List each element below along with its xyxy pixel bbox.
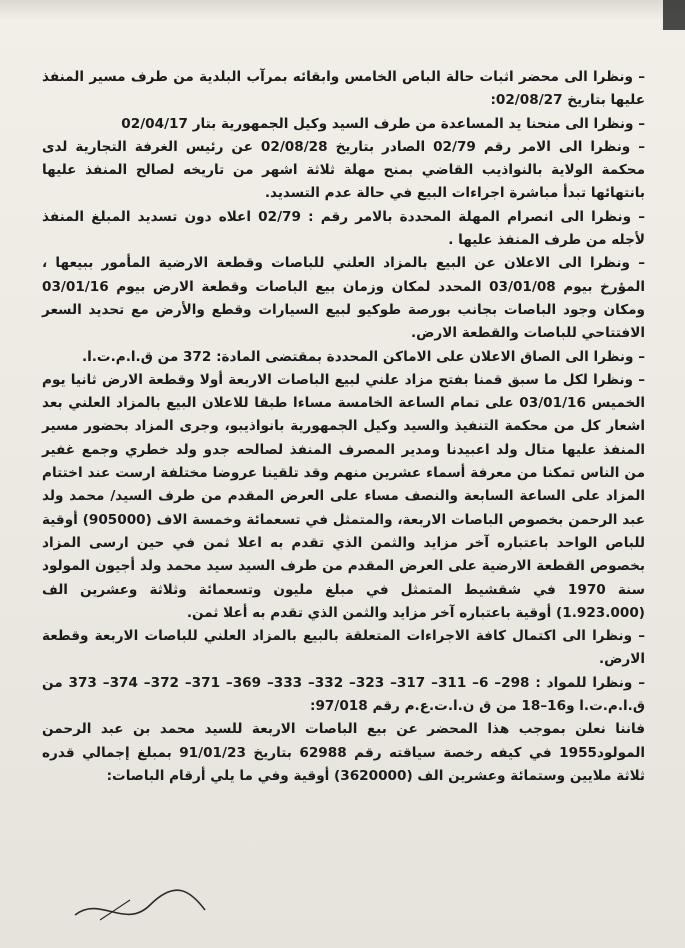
paragraph-2: – ونظرا الى منحنا يد المساعدة من طرف السيد وكيل الجمهورية بتار 02/04/17 [121, 115, 645, 132]
paragraph-9: – ونظرا للمواد : 298– 6– 311– 317– 323– 332– 333– 369– 371– 372– 374– 373 من ق.ا.م.ت.ا و16–18 من ق ن.ا.ت.ع.م رقم 97/018: [42, 674, 645, 715]
paragraph-7: – ونظرا لكل ما سبق قمنا بفتح مزاد علني لبيع الباصات الاربعة أولا وقطعة الارض ثانيا يوم الخميس 03/01/16 على تمام الساعة الخامسة مساءا طبقا للاعلان البيع بالمزاد العلني بعد اشعار كل من محكمة التنفيذ والسيد وكيل الجمهورية بانواذيبو، وجرى المزاد بحضور مسير المنفذ عليها متال ولد اعبيدنا ومدير المصرف المنفذ لصالحه جدو ولد خطري وجمع غفير من الناس تمكنا من معرفة أسماء عشرين منهم وقد تلقينا عروضا مختلفة ارست عند اختتام المزاد على الساعة السابعة والنصف مساء على العرض المقدم من طرف السيد/ محمد ولد عبد الرحمن بخصوص الباصات الاربعة، والمتمثل في تسعمائة وخمسة الاف (905000) أوقية للباص الواحد باعتباره آخر مزايد والثمن الذي تقدم به اعلا ثمن في حين ارسى المزاد بخصوص القطعة الارضية على العرض المقدم من طرف السيد سيد محمد ولد أجيون المولود سنة 1970 في شقشيط المتمثل في مبلغ مليون وتسعمائة وثلاثة وعشرين الف (1.923.000) أوقية باعتباره آخر مزايد والثمن الذي تقدم به أعلا ثمن. [42, 371, 646, 621]
paragraph-10: فاننا نعلن بموجب هذا المحضر عن بيع الباصات الاربعة للسيد محمد بن عبد الرحمن المولود1955 في كيفه رخصة سياقته رقم 62988 بتاريخ 91/01/23 بمبلغ إجمالي قدره ثلاثة ملايين وستمائة وعشرين الف (3620000) أوقية وفي ما يلي أرقام الباصات: [42, 721, 646, 784]
signature-mark [70, 875, 210, 935]
scan-corner-mark [663, 0, 685, 30]
document-body [42, 66, 645, 788]
paragraph-5: – ونظرا الى الاعلان عن البيع بالمزاد العلني للباصات وقطعة الارضية المأمور ببيعها ، المؤرخ بيوم 03/01/08 المحدد لمكان وزمان بيع الباصات وقطعة الارض بيوم 03/01/16 ومكان وجود الباصات بجانب بورصة طوكيو لبيع السيارات وقطع والأرض مع تحديد السعر الافتتاحي للباصات والقطعة الارض. [42, 255, 645, 342]
paragraph-1: – ونظرا الى محضر اثبات حالة الباص الخامس وابقائه بمرآب البلدية من طرف مسير المنفذ عليها بتاريخ 02/08/27: [42, 69, 645, 109]
paragraph-8: – ونظرا الى اكتمال كافة الاجراءات المتعلقة بالبيع بالمزاد العلني للباصات الاربعة وقطعة الارض. [42, 628, 645, 668]
scan-shadow [0, 0, 685, 20]
paragraph-6: – ونظرا الى الصاق الاعلان على الاماكن المحددة بمقتضى المادة: 372 من ق.ا.م.ت.ا. [81, 348, 645, 365]
paragraph-4: – ونظرا الى انصرام المهلة المحددة بالامر رقم : 02/79 اعلاه دون تسديد المبلغ المنفذ لأجله من طرف المنفذ عليها . [42, 208, 645, 249]
paragraph-3: – ونظرا الى الامر رقم 02/79 الصادر بتاريخ 02/08/28 عن رئيس الغرفة التجارية لدى محكمة الولاية بالنواذيب القاضي بمنح مهلة ثلاثة اشهر من تاريخه لصالح المنفذ عليها بانتهائها تبدأ مباشرة اجراءات البيع في حالة عدم التسديد. [42, 138, 646, 202]
